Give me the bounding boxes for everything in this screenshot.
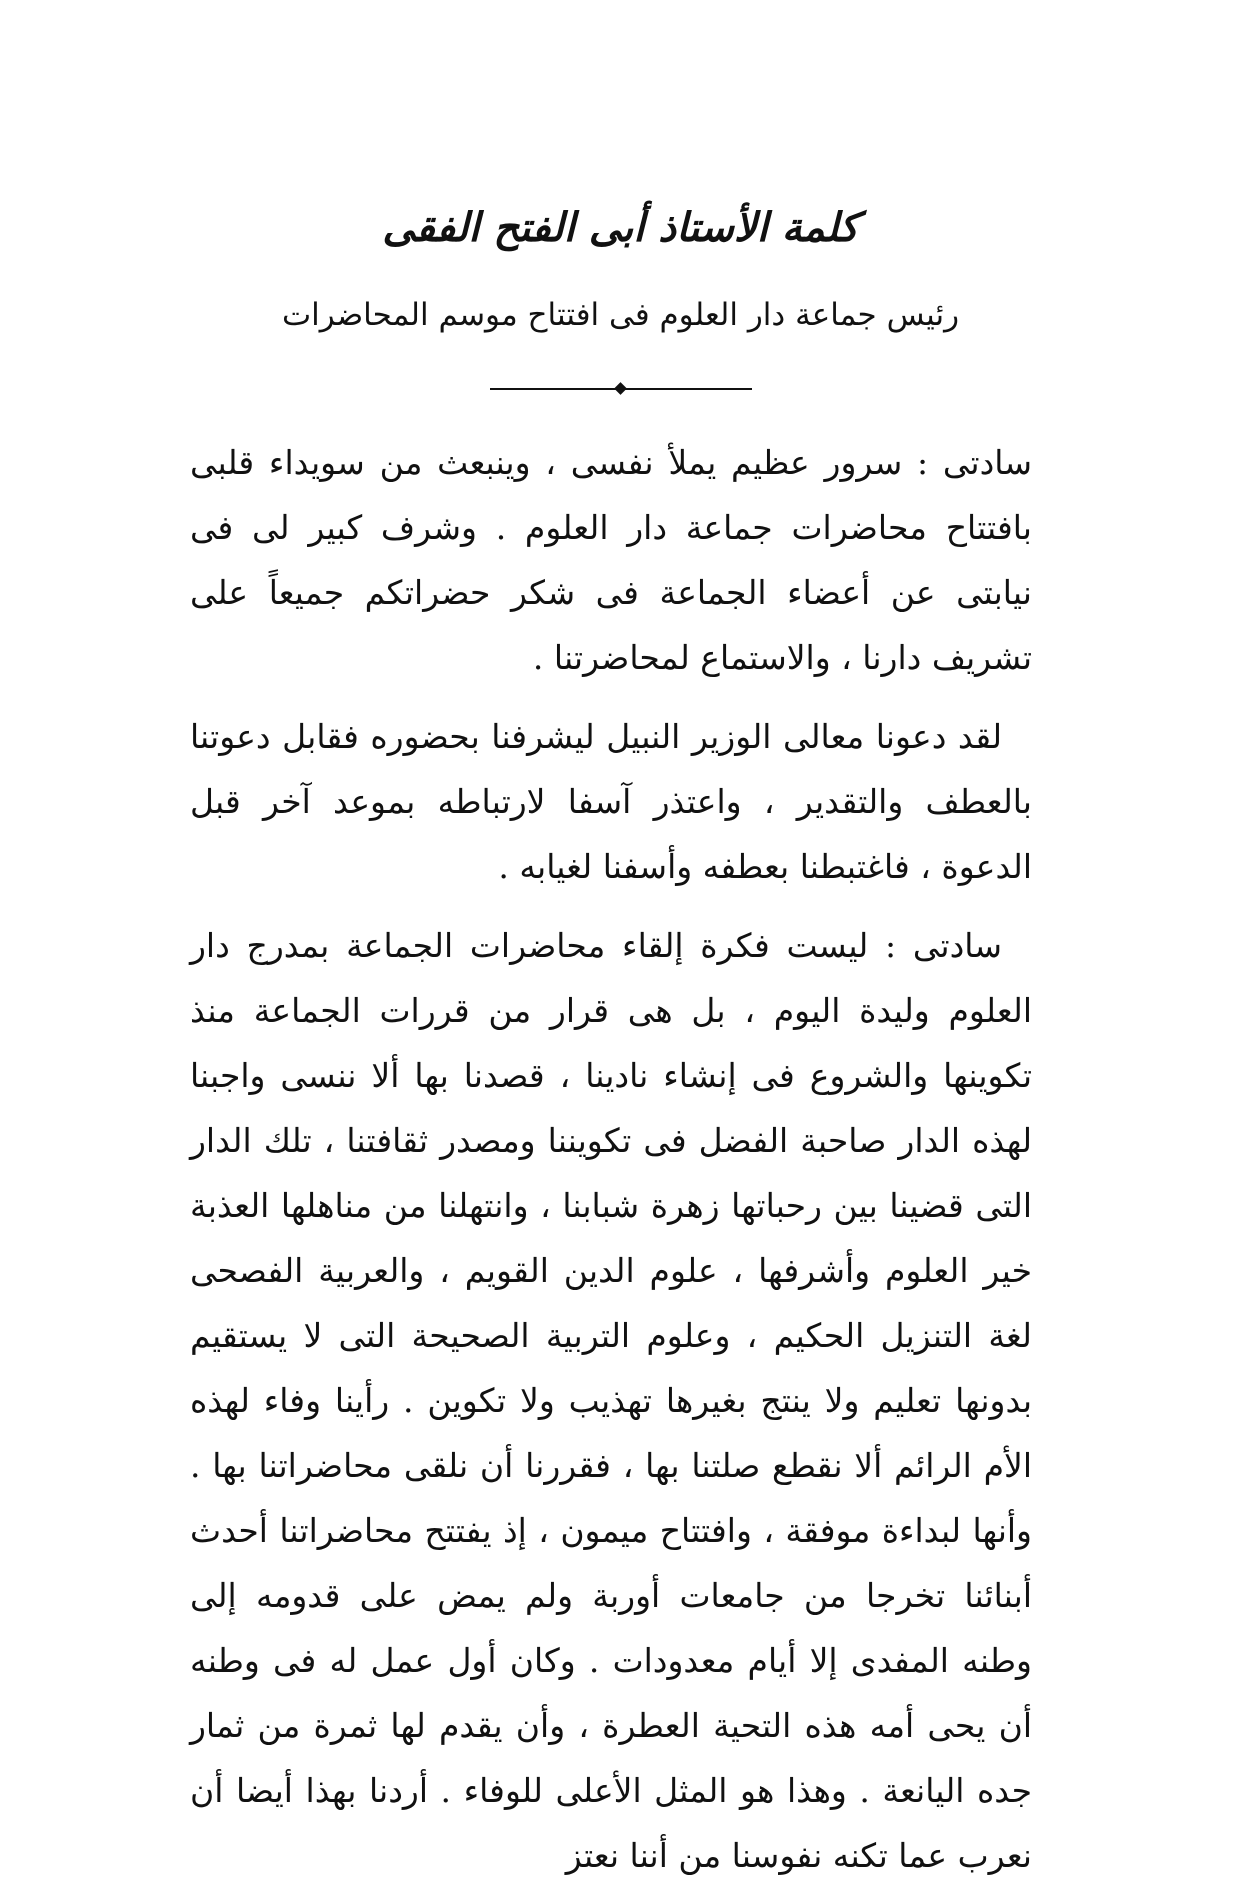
divider-diamond-icon <box>614 382 627 395</box>
paragraph: لقد دعونا معالى الوزير النبيل ليشرفنا بحضوره فقابل دعوتنا بالعطف والتقدير ، واعتذر آسفا لارتباطه بموعد آخر قبل الدعوة ، فاغتبطنا بعطفه وأسفنا لغيابه . <box>190 717 1032 886</box>
body-text <box>190 430 1032 1902</box>
page-title: كلمة الأستاذ أبى الفتح الفقى <box>382 204 859 251</box>
paragraph: سادتى : ليست فكرة إلقاء محاضرات الجماعة بمدرج دار العلوم وليدة اليوم ، بل هى قرار من قررات الجماعة منذ تكوينها والشروع فى إنشاء نادينا ، قصدنا بها ألا ننسى واجبنا لهذه الدار صاحبة الفضل فى تكويننا ومصدر ثقافتنا ، تلك الدار التى قضينا بين رحباتها زهرة شبابنا ، وانتهلنا من مناهلها العذبة خير العلوم وأشرفها ، علوم الدين القويم ، والعربية الفصحى لغة التنزيل الحكيم ، وعلوم التربية الصحيحة التى لا يستقيم بدونها تعليم ولا ينتج بغيرها تهذيب ولا تكوين . رأينا وفاء لهذه الأم الرائم ألا نقطع صلتنا بها ، فقررنا أن نلقى محاضراتنا بها . وأنها لبداءة موفقة ، وافتتاح ميمون ، إذ يفتتح محاضراتنا أحدث أبنائنا تخرجا من جامعات أوربة ولم يمض على قدومه إلى وطنه المفدى إلا أيام معدودات . وكان أول عمل له فى وطنه أن يحى أمه هذه التحية العطرة ، وأن يقدم لها ثمرة من ثمار جده اليانعة . وهذا هو المثل الأعلى للوفاء . أردنا بهذا أيضا أن نعرب عما تكنه نفوسنا من أننا نعتز <box>190 926 1032 1875</box>
paragraph: سادتى : سرور عظيم يملأ نفسى ، وينبعث من سويداء قلبى بافتتاح محاضرات جماعة دار العلوم . وشرف كبير لى فى نيابتى عن أعضاء الجماعة فى شكر حضراتكم جميعاً على تشريف دارنا ، والاستماع لمحاضرتنا . <box>190 443 1032 677</box>
page-subtitle: رئيس جماعة دار العلوم فى افتتاح موسم المحاضرات <box>281 297 960 333</box>
